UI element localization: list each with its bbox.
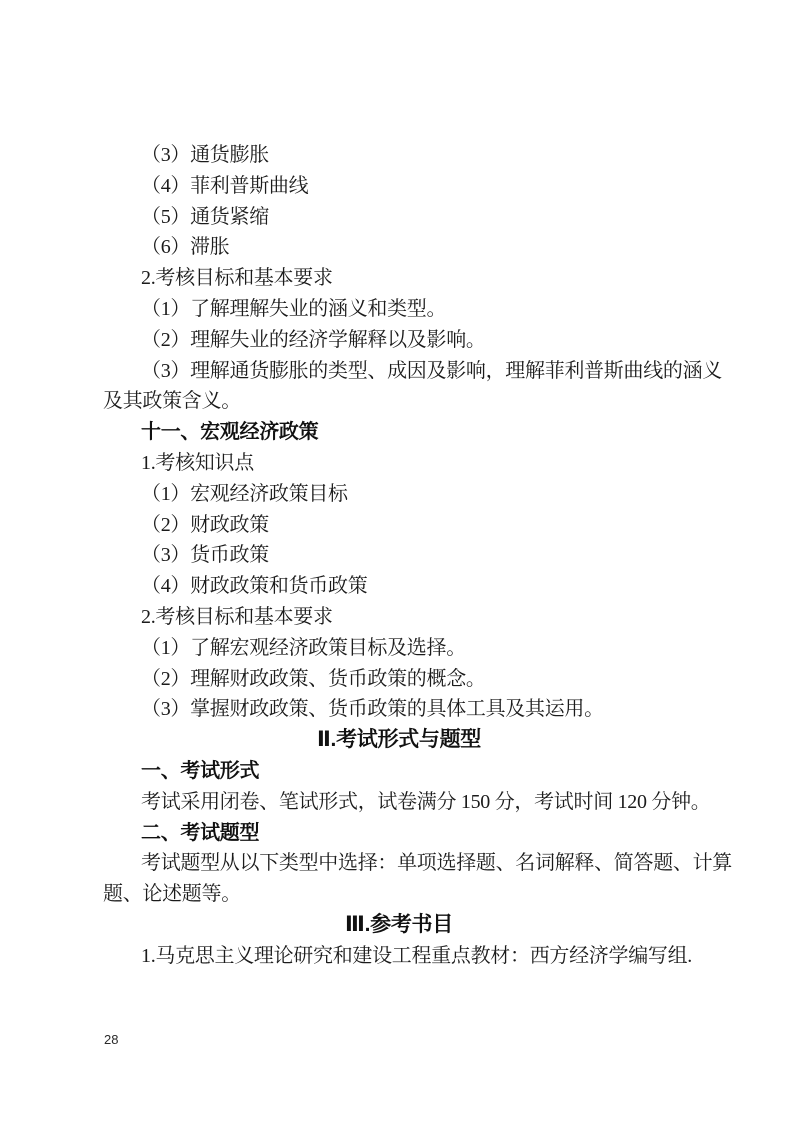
text-line: （4）财政政策和货币政策 xyxy=(141,575,368,598)
text-line: （2）理解财政政策、货币政策的概念。 xyxy=(141,667,486,690)
text-line-continuation: 及其政策含义。 xyxy=(103,390,241,413)
text-line: （6）滞胀 xyxy=(141,236,230,259)
text-line: （3）掌握财政政策、货币政策的具体工具及其运用。 xyxy=(141,698,604,721)
text-line: （1）宏观经济政策目标 xyxy=(141,482,348,505)
subsection-heading: 一、考试形式 xyxy=(141,759,260,782)
text-line: 1.考核知识点 xyxy=(141,451,254,474)
page-number: 28 xyxy=(104,1032,119,1047)
text-line-continuation: 题、论述题等。 xyxy=(103,883,241,906)
text-line: （4）菲利普斯曲线 xyxy=(141,174,309,197)
subsection-heading: 二、考试题型 xyxy=(141,821,260,844)
text-line: （1）了解宏观经济政策目标及选择。 xyxy=(141,636,466,659)
text-line: 1.马克思主义理论研究和建设工程重点教材：西方经济学编写组. xyxy=(141,944,692,967)
text-line: 考试题型从以下类型中选择：单项选择题、名词解释、简答题、计算 xyxy=(141,852,732,875)
text-line: （3）理解通货膨胀的类型、成因及影响，理解菲利普斯曲线的涵义 xyxy=(141,359,722,382)
text-line: （1）了解理解失业的涵义和类型。 xyxy=(141,297,447,320)
text-line: （5）通货紧缩 xyxy=(141,205,269,228)
text-line: （3）货币政策 xyxy=(141,544,269,567)
document-content xyxy=(103,140,732,972)
section-title: Ⅲ.参考书目 xyxy=(345,912,453,936)
text-line: 2.考核目标和基本要求 xyxy=(141,267,333,290)
section-title: Ⅱ.考试形式与题型 xyxy=(317,728,481,752)
subsection-heading: 十一、宏观经济政策 xyxy=(141,421,319,444)
text-line: 考试采用闭卷、笔试形式，试卷满分 150 分，考试时间 120 分钟。 xyxy=(141,790,711,813)
text-line: （3）通货膨胀 xyxy=(141,144,269,166)
text-line: （2）财政政策 xyxy=(141,513,269,536)
text-line: （2）理解失业的经济学解释以及影响。 xyxy=(141,328,486,351)
text-line: 2.考核目标和基本要求 xyxy=(141,605,333,628)
